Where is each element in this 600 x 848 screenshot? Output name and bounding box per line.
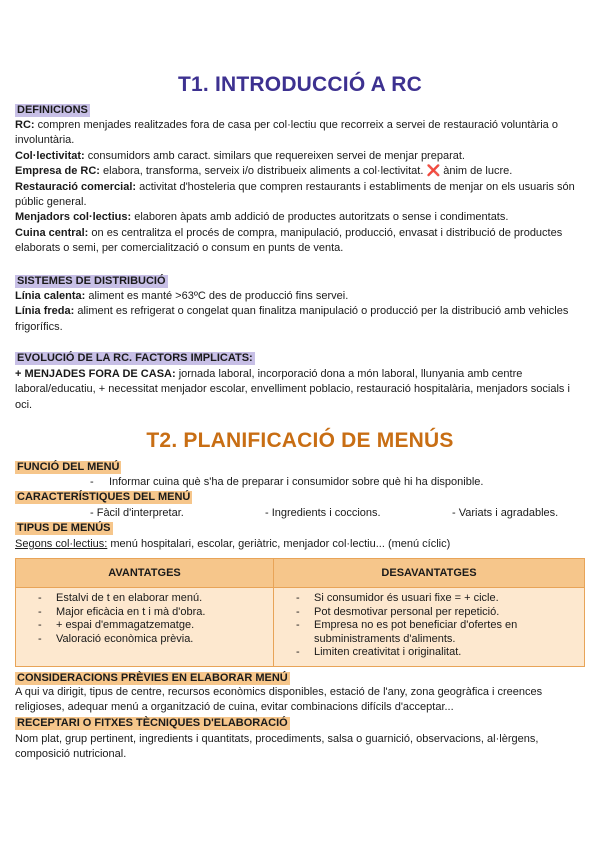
- definitions-block: [15, 118, 585, 257]
- list-item: - Limiten creativitat i originalitat.: [296, 646, 584, 660]
- considerations-text: A qui va dirigit, tipus de centre, recursos econòmics disponibles, estació de l'any, zona geogràfica i creences religioses, adequar menú a organització de cuina, evitar combinacions difícils d'acceptar...: [15, 686, 543, 714]
- definition-menjadors: Menjadors col·lectius: elaboren àpats amb addició de productes autoritzats o sense i condimentats.: [15, 211, 509, 224]
- distribution-heading: SISTEMES DE DISTRIBUCIÓ: [17, 275, 166, 287]
- features-heading: CARACTERÍSTIQUES DEL MENÚ: [17, 491, 191, 503]
- list-item: - Si consumidor és usuari fixe = + cicle.: [296, 592, 584, 606]
- list-item: - Estalvi de t en elaborar menú.: [38, 592, 273, 606]
- considerations-heading: CONSIDERACIONS PRÈVIES EN ELABORAR MENÚ: [17, 672, 288, 684]
- t1-title: T1. INTRODUCCIÓ A RC: [178, 73, 422, 96]
- list-item: - Empresa no es pot beneficiar d'ofertes en subministraments d'aliments.: [296, 619, 584, 646]
- advantages-table: [15, 558, 585, 667]
- list-item: - Major eficàcia en t i mà d'obra.: [38, 606, 273, 620]
- feature-item: - Fàcil d'interpretar.: [90, 507, 184, 519]
- distribution-block: [15, 289, 585, 335]
- function-item: - Informar cuina què s'ha de preparar i consumidor sobre què hi ha disponible.: [90, 476, 484, 488]
- function-heading: FUNCIÓ DEL MENÚ: [17, 461, 120, 473]
- types-line: Segons col·lectius: menú hospitalari, escolar, geriàtric, menjador col·lectiu... (menú cíclic): [15, 538, 451, 550]
- definition-collectivitat: Col·lectivitat: consumidors amb caract. similars que requereixen servei de menjar preparat.: [15, 149, 465, 162]
- disadvantages-header: DESAVANTATGES: [274, 559, 585, 588]
- evolution-heading: EVOLUCIÓ DE LA RC. FACTORS IMPLICATS:: [17, 352, 253, 364]
- distribution-calenta: Línia calenta: aliment es manté >63ºC des de producció fins servei.: [15, 290, 349, 302]
- evolution-block: + MENJADES FORA DE CASA: jornada laboral, incorporació dona a món laboral, llunyania amb centre laboral/educatiu, + necessitat menjador escolar, envelliment poblacio, restauració hospitalària, menjadors socials i oci.: [15, 368, 570, 411]
- disadvantages-cell: [274, 588, 585, 667]
- list-item: - + espai d'emmagatzematge.: [38, 619, 273, 633]
- types-heading: TIPUS DE MENÚS: [17, 522, 111, 534]
- cross-icon: ❌: [426, 165, 441, 178]
- definition-empresa: Empresa de RC: elabora, transforma, serveix i/o distribueix aliments a col·lectivitat. ❌ ànim de lucre.: [15, 165, 513, 178]
- distribution-freda: Línia freda: aliment es refrigerat o congelat quan finalitza manipulació o producció per la distribució amb vehicles frigorífics.: [15, 305, 569, 333]
- feature-item: - Ingredients i coccions.: [265, 507, 381, 519]
- list-item: - Valoració econòmica prèvia.: [38, 633, 273, 647]
- definitions-heading: DEFINICIONS: [17, 104, 88, 116]
- t2-title: T2. PLANIFICACIÓ DE MENÚS: [146, 429, 454, 452]
- recipes-text: Nom plat, grup pertinent, ingredients i quantitats, procediments, salsa o guarnició, observacions, al·lèrgens, composició nutricional.: [15, 733, 539, 761]
- list-item: - Pot desmotivar personal per repetició.: [296, 606, 584, 620]
- advantages-header: AVANTATGES: [16, 559, 274, 588]
- definition-cuina: Cuina central: on es centralitza el procés de compra, manipulació, producció, envasat i distribució de productes elaborats o semi, per comercialització o consum en punts de venta.: [15, 226, 563, 255]
- definition-restauracio: Restauració comercial: activitat d'hosteleria que compren restaurants i establiments de menjar on els usuaris són públic general.: [15, 180, 575, 209]
- feature-item: - Variats i agradables.: [452, 507, 559, 519]
- definition-rc: RC: compren menjades realitzades fora de casa per col·lectiu que recorreix a servei de restauració voluntària o involuntària.: [15, 119, 558, 147]
- advantages-cell: [16, 588, 274, 667]
- recipes-heading: RECEPTARI O FITXES TÈCNIQUES D'ELABORACIÓ: [17, 717, 288, 729]
